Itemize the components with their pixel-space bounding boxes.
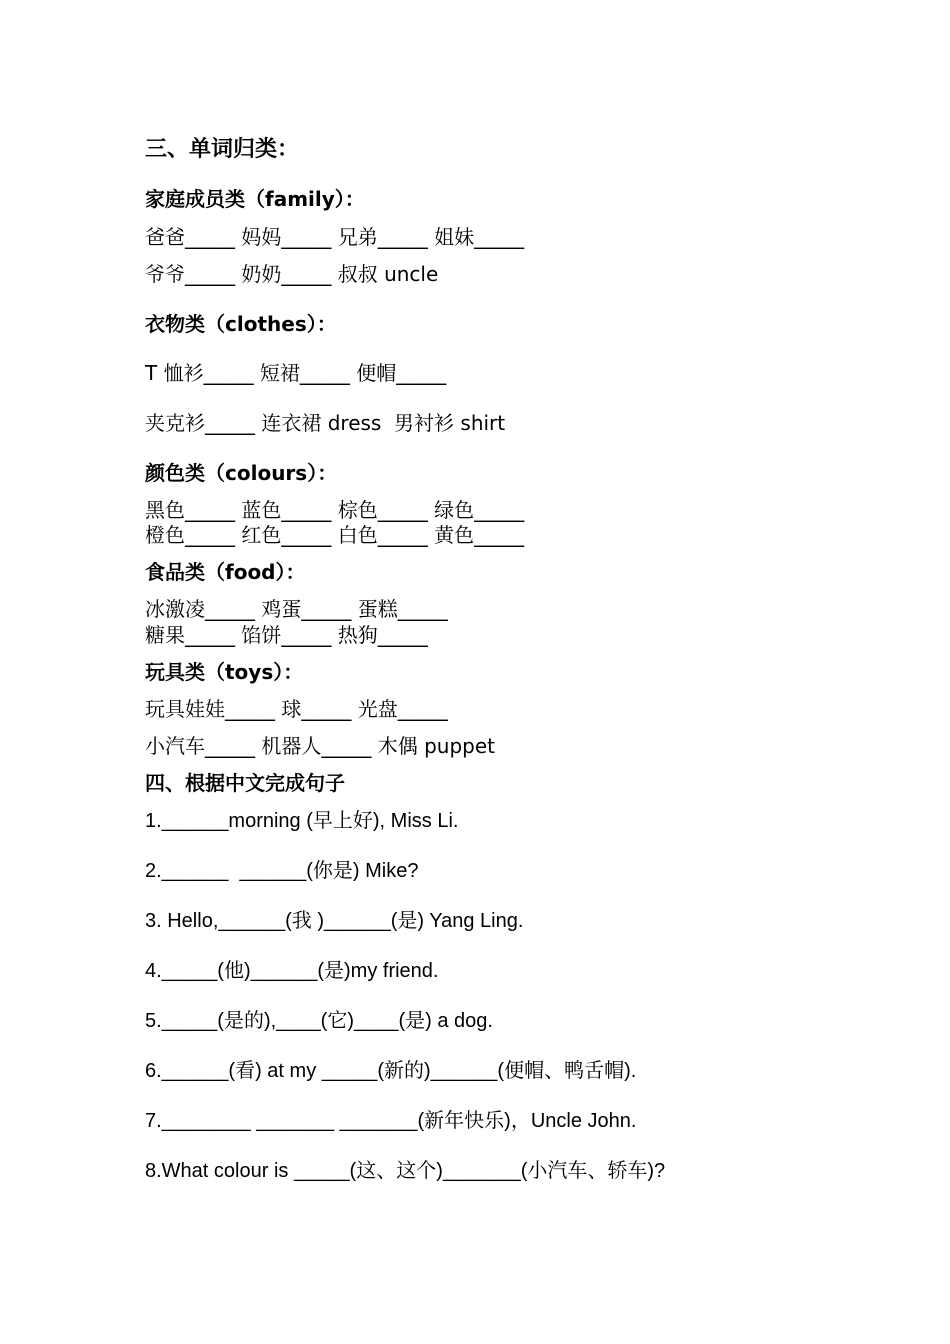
colours-line-1: 黑色_____ 蓝色_____ 棕色_____ 绿色_____ <box>145 498 525 522</box>
sentence-4: 4._____(他)______(是)my friend. <box>145 960 439 982</box>
clothes-line-2: 夹克衫_____ 连衣裙 dress 男衬衫 shirt <box>145 411 506 435</box>
sentence-6: 6.______(看) at my _____(新的)______(便帽、鸭舌帽). <box>145 1060 637 1082</box>
toys-heading: 玩具类（toys）： <box>145 660 304 684</box>
family-line-2: 爷爷_____ 奶奶_____ 叔叔 uncle <box>145 262 439 286</box>
sentence-8: 8.What colour is _____(这、这个)_______(小汽车、轿车)? <box>145 1160 666 1182</box>
colours-line-2: 橙色_____ 红色_____ 白色_____ 黄色_____ <box>145 523 525 547</box>
food-heading: 食品类（food）： <box>145 560 306 584</box>
food-line-1: 冰激凌_____ 鸡蛋_____ 蛋糕_____ <box>145 597 448 621</box>
clothes-line-1: T 恤衫_____ 短裙_____ 便帽_____ <box>145 361 447 385</box>
sentence-5: 5._____(是的),____(它)____(是) a dog. <box>145 1010 493 1032</box>
food-line-2: 糖果_____ 馅饼_____ 热狗_____ <box>145 623 428 647</box>
toys-line-1: 玩具娃娃_____ 球_____ 光盘_____ <box>145 697 448 721</box>
sentence-3: 3. Hello,______(我 )______(是) Yang Ling. <box>145 910 524 932</box>
family-line-1: 爸爸_____ 妈妈_____ 兄弟_____ 姐妹_____ <box>145 225 525 249</box>
family-heading: 家庭成员类（family）： <box>145 187 365 211</box>
sentence-7: 7.________ _______ _______(新年快乐)，Uncle John. <box>145 1110 637 1132</box>
section-3-title: 三、单词归类： <box>145 137 300 162</box>
colours-heading: 颜色类（colours）： <box>145 461 338 485</box>
section-4-title: 四、根据中文完成句子 <box>145 771 345 795</box>
sentence-2: 2.______ ______(你是) Mike? <box>145 860 419 882</box>
sentence-1: 1.______morning (早上好), Miss Li. <box>145 810 459 832</box>
toys-line-2: 小汽车_____ 机器人_____ 木偶 puppet <box>145 734 495 758</box>
clothes-heading: 衣物类（clothes）： <box>145 312 337 336</box>
